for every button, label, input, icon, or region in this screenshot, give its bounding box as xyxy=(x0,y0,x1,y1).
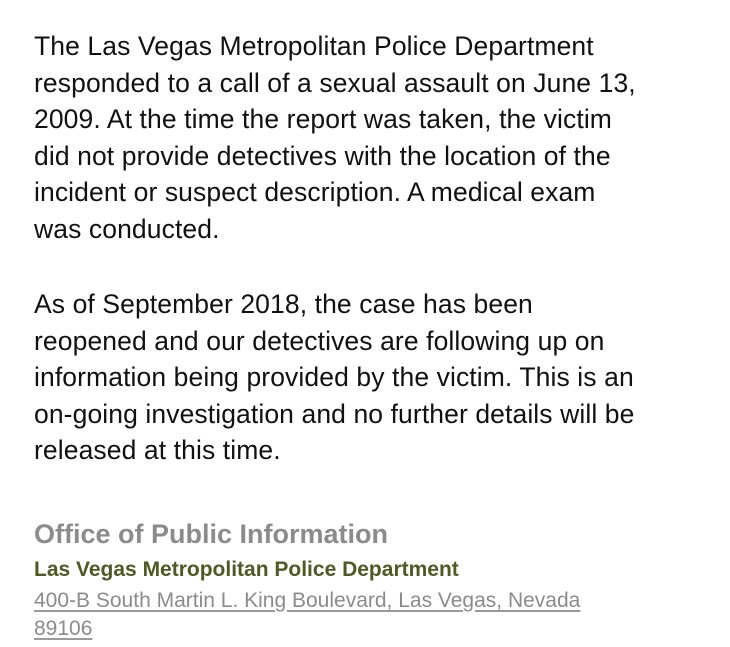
statement-paragraph-1 xyxy=(34,28,714,247)
paragraph-2-line: information being provided by the victim. This is an xyxy=(34,362,634,392)
paragraph-2-line: As of September 2018, the case has been xyxy=(34,289,533,319)
paragraph-2-line: reopened and our detectives are following up on xyxy=(34,325,605,356)
paragraph-2-line: on-going investigation and no further details will be xyxy=(34,398,635,429)
address-line-1[interactable]: 400-B South Martin L. King Boulevard, Las Vegas, Nevada xyxy=(34,589,581,612)
paragraph-1-line: 2009. At the time the report was taken, the victim xyxy=(34,104,612,134)
paragraph-1-line: responded to a call of a sexual assault on June 13, xyxy=(34,67,636,98)
paragraph-2-line: released at this time. xyxy=(34,435,281,465)
department-address-link[interactable] xyxy=(34,587,694,643)
office-title: Office of Public Information xyxy=(34,519,389,549)
statement-paragraph-2 xyxy=(34,286,714,469)
paragraph-1-line: was conducted. xyxy=(34,213,220,244)
paragraph-1-line: The Las Vegas Metropolitan Police Department xyxy=(34,31,594,61)
paragraph-1-line: incident or suspect description. A medical exam xyxy=(34,177,596,207)
department-name: Las Vegas Metropolitan Police Department xyxy=(34,558,459,581)
paragraph-1-line: did not provide detectives with the location of the xyxy=(34,140,611,171)
address-line-2[interactable]: 89106 xyxy=(34,617,93,640)
